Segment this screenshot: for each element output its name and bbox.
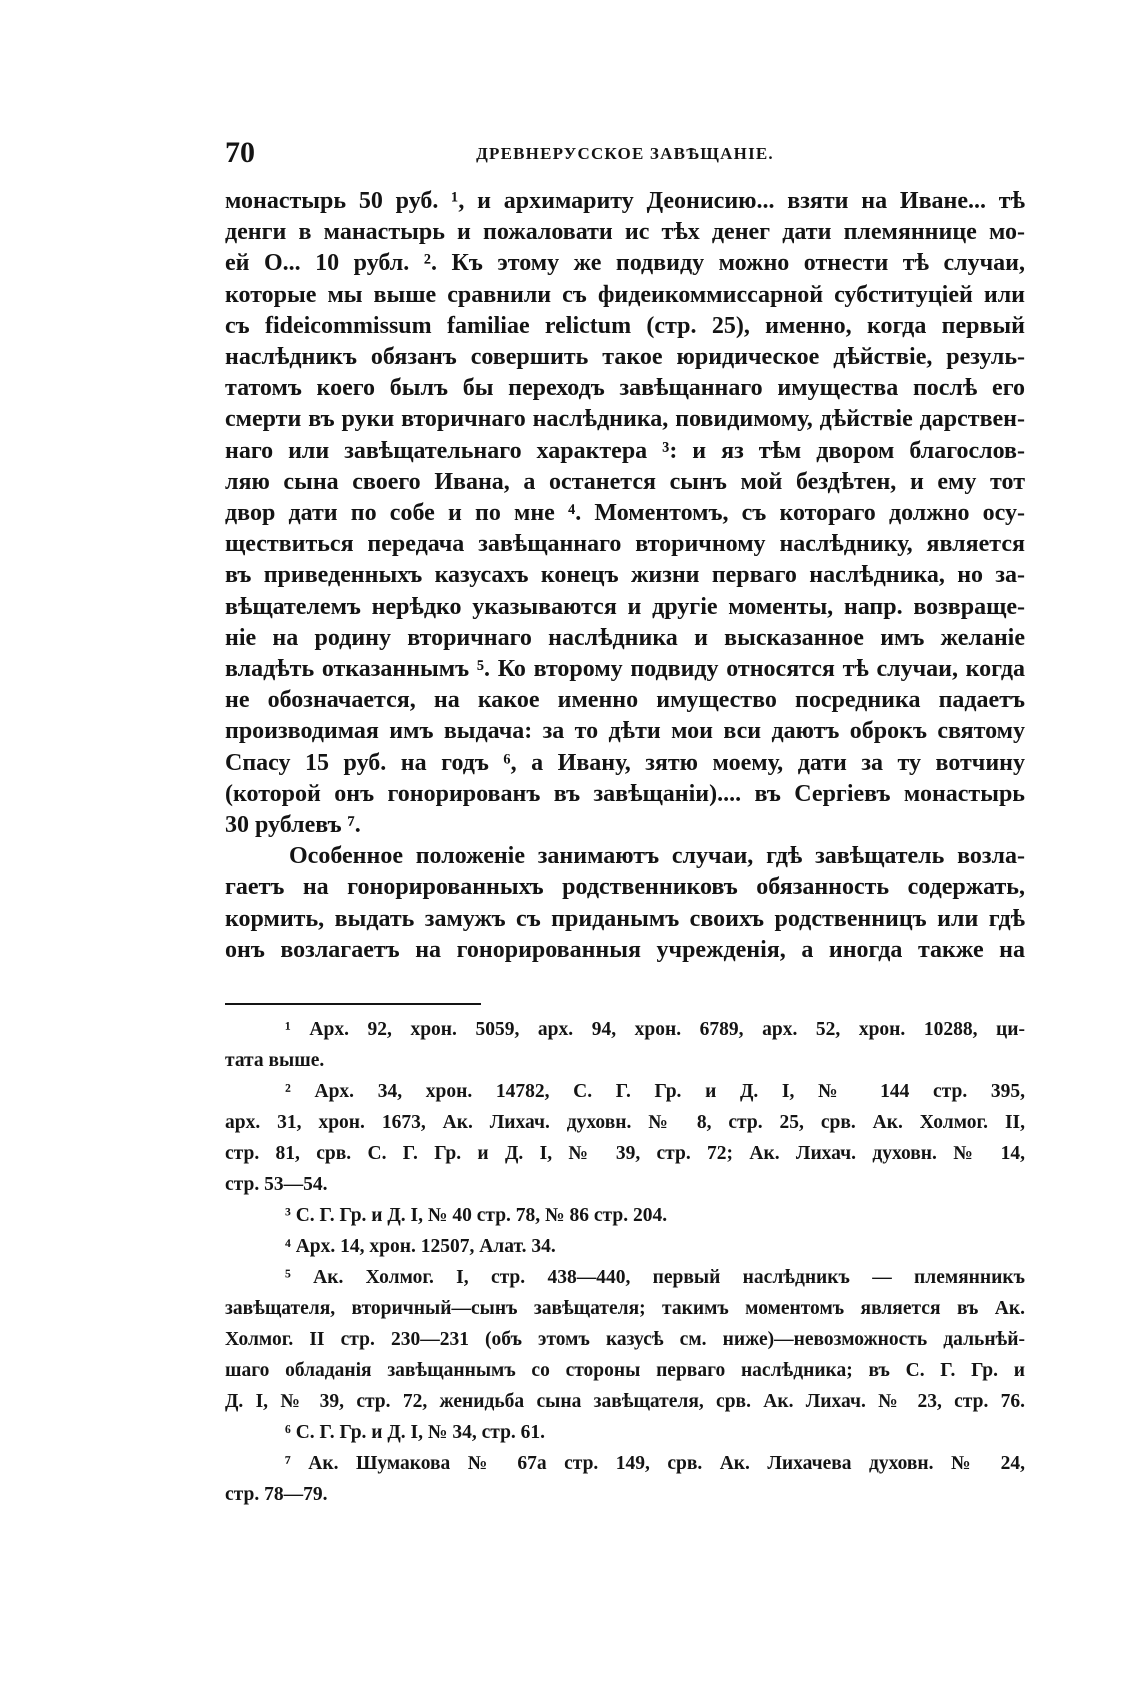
body-text bbox=[225, 186, 1025, 966]
page-header bbox=[225, 136, 1025, 176]
body-line: наслѣдникъ обязанъ совершить такое юридическое дѣйствіе, резуль- bbox=[225, 344, 1025, 371]
body-line: Особенное положеніе занимаютъ случаи, гдѣ завѣщатель возла- bbox=[289, 843, 1025, 870]
body-line: вѣщателемъ нерѣдко указываются и другіе моменты, напр. возвраще- bbox=[225, 593, 1025, 620]
body-line: татомъ коего былъ бы переходъ завѣщаннаго имущества послѣ его bbox=[225, 375, 1025, 402]
body-line: въ приведенныхъ казусахъ конецъ жизни перваго наслѣдника, но за- bbox=[225, 562, 1025, 589]
body-line: денги в манастырь и пожаловати ис тѣх денег дати племяннице мо- bbox=[225, 219, 1025, 246]
footnotes bbox=[225, 1014, 1025, 1510]
body-line: монастырь 50 руб. ¹, и архимариту Деонисию... взяти на Иване... тѣ bbox=[225, 188, 1025, 214]
body-line: ществиться передача завѣщаннаго вторичному наслѣднику, является bbox=[225, 531, 1025, 558]
footnote-line: стр. 81, срв. С. Г. Гр. и Д. I, № 39, стр. 72; Ак. Лихач. духовн. № 14, bbox=[225, 1143, 1025, 1164]
body-line: гаетъ на гонорированныхъ родственниковъ обязанность содержать, bbox=[225, 874, 1025, 901]
body-line: 30 рублевъ ⁷. bbox=[225, 812, 361, 839]
footnote-separator bbox=[225, 1003, 481, 1005]
body-line: владѣть отказаннымъ ⁵. Ко второму подвиду относятся тѣ случаи, когда bbox=[225, 656, 1025, 683]
footnote-line: ³ С. Г. Гр. и Д. I, № 40 стр. 78, № 86 стр. 204. bbox=[285, 1205, 668, 1226]
footnote-line: ⁵ Ак. Холмог. I, стр. 438—440, первый наслѣдникъ — племянникъ bbox=[285, 1267, 1025, 1288]
body-line: наго или завѣщательнаго характера ³: и яз тѣм двором благослов- bbox=[225, 437, 1025, 464]
body-line: кормить, выдать замужъ съ приданымъ своихъ родственницъ или гдѣ bbox=[225, 905, 1025, 932]
paragraph-2 bbox=[225, 841, 1025, 966]
body-line: ей О... 10 рубл. ². Къ этому же подвиду можно отнести тѣ случаи, bbox=[225, 250, 1025, 277]
footnote-line: ⁷ Ак. Шумакова № 67а стр. 149, срв. Ак. Лихачева духовн. № 24, bbox=[285, 1453, 1025, 1474]
paragraph-1 bbox=[225, 186, 1025, 841]
footnote-line: ⁴ Арх. 14, хрон. 12507, Алат. 34. bbox=[285, 1236, 556, 1257]
footnote-line: ² Арх. 34, хрон. 14782, С. Г. Гр. и Д. I, № 144 стр. 395, bbox=[285, 1081, 1025, 1102]
footnote-line: шаго обладанія завѣщаннымъ со стороны перваго наслѣдника; въ С. Г. Гр. и bbox=[225, 1360, 1025, 1381]
body-line: смерти въ руки вторичнаго наслѣдника, повидимому, дѣйствіе дарствен- bbox=[225, 406, 1025, 433]
body-line: которые мы выше сравнили съ фидеикоммиссарной субституціей или bbox=[225, 281, 1025, 308]
body-line: производимая имъ выдача: за то дѣти мои вси даютъ оброкъ святому bbox=[225, 718, 1025, 745]
body-line: не обозначается, на какое именно имущество посредника падаетъ bbox=[225, 687, 1025, 714]
body-line: ніе на родину вторичнаго наслѣдника и высказанное имъ желаніе bbox=[225, 624, 1025, 651]
body-line: (которой онъ гонорированъ въ завѣщаніи).... въ Сергіевъ монастырь bbox=[225, 780, 1025, 807]
page-number: 70 bbox=[225, 136, 255, 169]
footnote-line: ⁶ С. Г. Гр. и Д. I, № 34, стр. 61. bbox=[285, 1422, 546, 1443]
footnote-line: стр. 78—79. bbox=[225, 1484, 328, 1505]
body-line: онъ возлагаетъ на гонорированныя учрежденія, а иногда также на bbox=[225, 936, 1025, 963]
footnote-line: ¹ Арх. 92, хрон. 5059, арх. 94, хрон. 6789, арх. 52, хрон. 10288, ци- bbox=[285, 1019, 1025, 1040]
footnote-line: стр. 53—54. bbox=[225, 1174, 328, 1195]
body-line: съ fideicommissum familiae relictum (стр. 25), именно, когда первый bbox=[225, 312, 1025, 339]
footnote-line: арх. 31, хрон. 1673, Ак. Лихач. духовн. № 8, стр. 25, срв. Ак. Холмог. II, bbox=[225, 1112, 1025, 1133]
footnote-line: Холмог. II стр. 230—231 (объ этомъ казусѣ см. ниже)—невозможность дальнѣй- bbox=[225, 1329, 1025, 1350]
body-line: Спасу 15 руб. на годъ ⁶, а Ивану, зятю моему, дати за ту вотчину bbox=[225, 749, 1025, 776]
footnote-line: Д. I, № 39, стр. 72, женидьба сына завѣщателя, срв. Ак. Лихач. № 23, стр. 76. bbox=[225, 1391, 1025, 1412]
running-title: ДРЕВНЕРУССКОЕ ЗАВѢЩАНІЕ. bbox=[476, 144, 774, 163]
body-line: двор дати по собе и по мне ⁴. Моментомъ, съ котораго должно осу- bbox=[225, 500, 1025, 527]
body-line: ляю сына своего Ивана, а останется сынъ мой бездѣтен, и ему тот bbox=[225, 468, 1025, 495]
footnote-line: завѣщателя, вторичный—сынъ завѣщателя; такимъ моментомъ является въ Ак. bbox=[225, 1298, 1025, 1319]
footnote-line: тата выше. bbox=[225, 1050, 325, 1071]
